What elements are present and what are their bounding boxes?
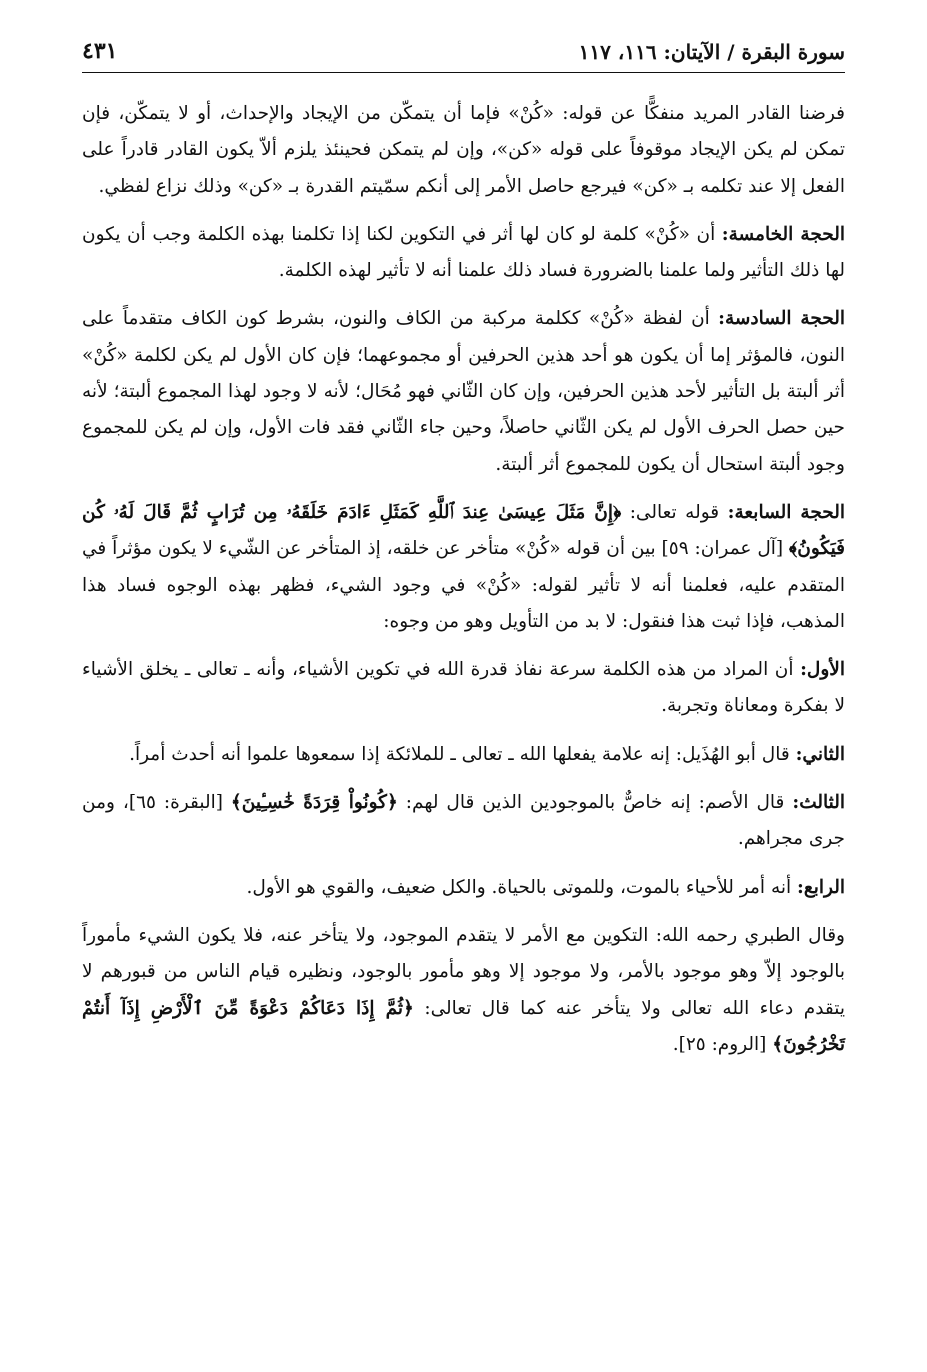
quran-verse: ﴿إِنَّ مَثَلَ عِيسَىٰ عِندَ ٱللَّهِ كَمَثَلِ ءَادَمَ خَلَقَهُۥ مِن تُرَابٍ ثُمَّ قَالَ لَهُۥ كُن فَيَكُونُ﴾ [82,501,846,560]
paragraph-second-interpretation [82,737,845,773]
paragraph-third-interpretation [82,785,845,858]
paragraph-heading: الرابع: [797,876,845,898]
paragraph-tabari-quote [82,918,845,1063]
paragraph-heading: الحجة السادسة: [718,308,845,330]
paragraph-heading: الحجة السابعة: [727,501,845,523]
paragraph-fifth-argument [82,217,845,290]
running-header-title: سورة البقرة / الآيتان: ١١٦، ١١٧ [578,40,845,64]
paragraph-text: أن «كُنْ» كلمة لو كان لها أثر في التكوين لكنا إذا تكلمنا بهذه الكلمة وجب أن يكون لها ذلك التأثير ولما علمنا بالضرورة فساد ذلك علمنا أنه لا تأثير لهذه الكلمة. [82,223,845,282]
paragraph-heading: الأول: [800,659,845,681]
paragraph-text: أنه أمر للأحياء بالموت، وللموتى بالحياة. والكل ضعيف، والقوي هو الأول. [246,876,798,898]
paragraph-text: أن المراد من هذه الكلمة سرعة نفاذ قدرة الله في تكوين الأشياء، وأنه ـ تعالى ـ يخلق الأشياء لا بفكرة ومعاناة وتجربة. [82,659,845,717]
page-header [82,38,845,73]
paragraph-heading: الحجة الخامسة: [721,223,845,245]
paragraph-text: أن لفظة «كُنْ» ككلمة مركبة من الكاف والنون، بشرط كون الكاف متقدماً على النون، فالمؤثر إما أن يكون هو أحد هذين الحرفين أو مجموعهما؛ فإن كان الأول لم يكن لكلمة «كُنْ» أثر ألبتة بل التأثير لأحد هذين الحرفين، وإن كان الثّاني فهو مُحَال؛ لأنه لا وجود لهذا المجموع ألبتة؛ لأنه حين حصل الحرف الأول لم يكن الثّاني حاصلاً، وحين جاء الثّاني فقد فات الأول، وإن لم يكن للمجموع وجود ألبتة استحال أن يكون للمجموع أثر ألبتة. [82,308,845,475]
paragraph-fourth-interpretation [82,870,845,906]
paragraph-text: [آل عمران: ٥٩] بين أن قوله «كُنْ» متأخر عن خلقه، إذ المتأخر عن الشّيء لا يكون مؤثراً في المتقدم عليه، فعلمنا أنه لا تأثير لقوله: «كُنْ» في وجود الشيء، فظهر بهذه الوجوه فساد هذا المذهب، فإذا ثبت هذا فنقول: لا بد من التأويل وهو من وجوه: [82,538,845,632]
paragraph-heading: الثالث: [792,792,845,814]
paragraph-sixth-argument [82,301,845,482]
paragraph-text: [الروم: ٢٥]. [672,1033,773,1055]
paragraph-text-intro: قوله تعالى: [621,501,728,523]
paragraph-text: قال أبو الهُذَيل: إنه علامة يفعلها الله ـ تعالى ـ للملائكة إذا سمعوها علموا أنه أحدث أمراً. [129,743,796,765]
paragraph-seventh-argument [82,495,845,640]
paragraph-text: [البقرة: ٦٥]، ومن جرى مجراهم. [82,792,845,850]
quran-verse: ﴿ثُمَّ إِذَا دَعَاكُمْ دَعْوَةً مِّنَ ٱلْأَرْضِ إِذَآ أَنتُمْ تَخْرُجُونَ﴾ [82,997,845,1055]
paragraph-text: فرضنا القادر المريد منفكًّا عن قوله: «كُنْ» فإما أن يتمكّن من الإيجاد والإحداث، أو لا يتمكّن، فإن تمكن لم يكن الإيجاد موقوفاً على قوله «كن»، وإن لم يتمكن فحينئذ يلزم ألاّ يكون القادر قادراً على الفعل إلا عند تكلمه بـ «كن» فيرجع حاصل الأمر إلى أنكم سمّيتم القدرة بـ «كن» وذلك نزاع لفظي. [82,103,845,197]
page-body [82,96,845,1075]
paragraph-text-intro: وقال الطبري رحمه الله: التكوين مع الأمر لا يتقدم الموجود، ولا يتأخر عنه، فلا يكون الشيء مأموراً بالوجود إلاّ وهو موجود بالأمر، ولا موجود إلا وهو مأمور بالوجود، ونظيره قيام الناس من قبورهم لا يتقدم دعاء الله تعالى ولا يتأخر عنه كما قال تعالى: [82,924,846,1019]
page-number: ٤٣١ [82,38,118,64]
quran-verse: ﴿كُونُواْ قِرَدَةً خَٰسِـِٔينَ﴾ [230,792,398,814]
paragraph-continuation [82,96,845,205]
paragraph-text-intro: قال الأصم: إنه خاصٌّ بالموجودين الذين قال لهم: [397,792,793,814]
paragraph-first-interpretation [82,652,845,725]
paragraph-heading: الثاني: [795,743,845,765]
